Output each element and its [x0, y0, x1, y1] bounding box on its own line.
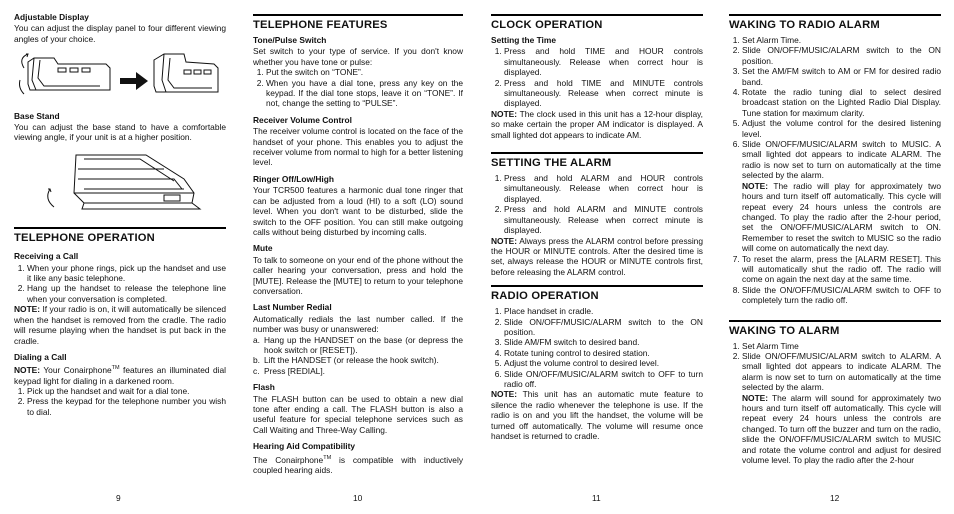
setting-alarm-note: NOTE: Always press the ALARM control before pressing the HOUR or MINUTE controls. After the desired time is set, always release the HOUR or MINUTE controls first, before releasing the ALARM control. [491, 235, 703, 277]
setting-time-heading: Setting the Time [491, 35, 556, 45]
base-stand-illustration [14, 149, 226, 219]
receiver-volume-heading: Receiver Volume Control [253, 114, 352, 125]
base-stand-text: You can adjust the base stand to have a comfortable viewing angle, if your unit is at a higher position. [14, 122, 226, 143]
waking-alarm-title: WAKING TO ALARM [729, 324, 840, 337]
list-item: c. Press [REDIAL]. [253, 365, 325, 376]
list-item: 3. Set the AM/FM switch to AM or FM for desired radio band. [742, 66, 941, 87]
dialing-call-heading: Dialing a Call [14, 351, 67, 362]
tone-pulse-text: Set switch to your type of service. If you don't know whether you have tone or pulse: [253, 46, 463, 67]
list-item: 5. Adjust the volume control to desired level. [504, 358, 703, 368]
list-item: 6. Slide ON/OFF/MUSIC/ALARM switch to OFF to turn radio off. [504, 369, 703, 390]
list-item: 1. Place handset in cradle. [504, 306, 703, 316]
page-number: 11 [592, 493, 601, 503]
dialing-call-steps [14, 386, 226, 417]
tone-pulse-heading: Tone/Pulse Switch [253, 35, 327, 45]
setting-alarm-title: SETTING THE ALARM [491, 157, 612, 170]
radio-operation-title: RADIO OPERATION [491, 290, 599, 303]
list-item: 1. Set Alarm Time. [742, 35, 941, 45]
waking-alarm-steps [729, 341, 941, 466]
waking-alarm-section [729, 320, 941, 338]
waking-radio-title: WAKING TO RADIO ALARM [729, 19, 880, 31]
waking-radio-steps [729, 35, 941, 306]
flash-text: The FLASH button can be used to obtain a new dial tone after ending a call. The FLASH button is also a useful feature for special telephone services such as Call Waiting and Three-Way Calling. [253, 393, 463, 435]
hearing-aid-text: The Conairphone™ is compatible with inductively coupled hearing aids. [253, 454, 464, 475]
list-item: 1. Pick up the handset and wait for a dial tone. [27, 386, 226, 396]
receiving-call-heading: Receiving a Call [14, 251, 79, 262]
list-item: 1. Put the switch on “TONE”. [266, 67, 463, 77]
clock-operation-section [491, 14, 703, 32]
trademark: TM [323, 454, 332, 461]
phone-display-adjust-icon [14, 50, 226, 100]
setting-time-steps [491, 46, 703, 108]
list-item: 1. Press and hold TIME and HOUR controls simultaneously. Release when correct hour is displayed. [504, 46, 703, 77]
page-10-column [253, 10, 463, 475]
list-item: 4. Rotate tuning control to desired station. [504, 348, 703, 358]
dialing-call-note [14, 363, 226, 386]
phone-base-stand-icon [14, 149, 226, 217]
list-item: a. Hang up the HANDSET on the base (or depress the hook switch or [RESET]). [253, 334, 463, 355]
receiving-call-note [14, 304, 226, 346]
redial-steps [253, 335, 463, 377]
list-item: 4. Rotate the radio tuning dial to select desired broadcast station on the Lighted Radio Dial Display. Tune station for maximum clarity. [742, 87, 941, 118]
list-item: 2. When you have a dial tone, press any key on the keypad. If the dial tone stops, leave it on “TONE”. If not, change the setting to “PULSE”. [266, 78, 463, 109]
list-item: 2. Slide ON/OFF/MUSIC/ALARM switch to the ON position. [504, 317, 703, 338]
list-item: 8. Slide the ON/OFF/MUSIC/ALARM switch to OFF to completely turn the radio off. [742, 285, 941, 306]
radio-operation-section [491, 285, 703, 303]
list-item: 2. Press and hold ALARM and MINUTE controls simultaneously. Release when correct minute is displayed. [504, 204, 703, 235]
list-item: 7. To reset the alarm, press the [ALARM RESET]. This will automatically shut the radio off. The radio will come on again the next day at the same time. [742, 254, 941, 285]
trademark: TM [111, 365, 120, 372]
receiving-call-steps [14, 263, 226, 305]
list-item: 2. Press the keypad for the telephone number you wish to dial. [27, 396, 226, 417]
setting-alarm-steps [491, 173, 703, 235]
ringer-heading: Ringer Off/Low/High [253, 173, 334, 184]
note-label: NOTE: [14, 365, 41, 376]
page-11-column [491, 10, 703, 441]
radio-operation-steps [491, 306, 703, 389]
clock-operation-title: CLOCK OPERATION [491, 19, 603, 31]
list-item: 1. When your phone rings, pick up the handset and use it like any basic telephone. [27, 263, 226, 284]
ringer-text: Your TCR500 features a harmonic dual tone ringer that can be adjusted from a loud (HI) to a soft (LO) sound level. When you don't want to be disturbed, slide the switch to the OFF position. You can still make outgoing calls without being disturbed by incoming calls. [253, 185, 463, 237]
list-item: 2. Slide ON/OFF/MUSIC/ALARM switch to the ON position. [742, 45, 941, 66]
list-item: 5. Adjust the volume control for the desired listening level. [742, 118, 941, 139]
mute-heading: Mute [253, 243, 273, 254]
last-number-redial-text: Automatically redials the last number called. If the number was busy or unanswered: [253, 313, 463, 335]
list-item: 3. Slide AM/FM switch to desired band. [504, 337, 703, 347]
note-text: Your Conairphone [43, 365, 112, 376]
list-item: 1. Press and hold ALARM and HOUR controls simultaneously. Release when correct hour is displayed. [504, 173, 703, 204]
telephone-features-section [253, 14, 463, 32]
page-number: 9 [116, 493, 121, 503]
telephone-features-title: TELEPHONE FEATURES [253, 19, 388, 31]
page-number: 10 [353, 493, 363, 503]
telephone-operation-title: TELEPHONE OPERATION [14, 232, 155, 245]
flash-heading: Flash [253, 382, 275, 393]
hearing-aid-heading: Hearing Aid Compatibility [253, 441, 356, 452]
note-text: If your radio is on, it will automatically be silenced when the handset is removed from the cradle. The radio will resume playing when the handset is put back in the cradle. [14, 304, 227, 346]
list-item: 2. Slide ON/OFF/MUSIC/ALARM switch to ALARM. A small lighted dot appears to indicate ALARM. The alarm is now set to turn on automatically at the time selected by the alarm. NOTE: The alarm will sound for approximately two hours and turn itself off automatically. This cycle will repeat every 24 hours unless the controls are changed. To turn off the buzzer and turn on the radio, slide the ON/OFF/MUSIC/ALARM switch to MUSIC and rotate the volume control and adjust for desired volume level. To play the radio after the 2-hour [742, 351, 941, 465]
list-item: 1. Set Alarm Time [742, 341, 941, 351]
adjustable-display-heading: Adjustable Display [14, 12, 89, 22]
tone-pulse-steps [253, 67, 463, 109]
list-item: 6. Slide ON/OFF/MUSIC/ALARM switch to MUSIC. A small lighted dot appears to indicate ALARM. The radio is now set to turn on automatically at the time selected by the alarm. NOTE: The radio will play for approximately two hours and turn itself off automatically. This cycle will repeat every 24 hours unless the controls are changed. To play the radio after the 2-hour period, set the ON/OFF/MUSIC/ALARM switch to ON. Remember to reset the switch to MUSIC so the radio will come on automatically the next day. [742, 139, 941, 253]
note-label: NOTE: [14, 304, 41, 315]
list-item: b. Lift the HANDSET (or release the hook switch). [253, 355, 439, 366]
display-angle-illustration [14, 50, 226, 102]
waking-radio-section [729, 14, 941, 32]
base-stand-heading: Base Stand [14, 110, 60, 121]
page-number: 12 [830, 493, 840, 503]
setting-time-note: NOTE: The clock used in this unit has a 12-hour display, so make certain the proper AM indicator is displayed. A small lighted dot appears to indicate AM. [491, 108, 703, 140]
list-item: 2. Press and hold TIME and MINUTE controls simultaneously. Release when correct minute is displayed. [504, 78, 703, 109]
note-text: features an illuminated dial keypad light for dialing in a darkened room. [14, 365, 226, 386]
list-item: 2. Hang up the handset to release the telephone line when your conversation is completed. [27, 283, 226, 304]
page-9-column [14, 10, 226, 417]
receiver-volume-text: The receiver volume control is located on the face of the handset of your phone. This enables you to adjust the receiver volume from normal to high for a better listening level. [253, 126, 463, 168]
radio-operation-note: NOTE: This unit has an automatic mute feature to silence the radio whenever the telephone is use. If the radio is on and you lift the handset, the volume will be turned off automatically. The volume will resume once handset is returned to cradle. [491, 389, 703, 441]
last-number-redial-heading: Last Number Redial [253, 302, 332, 313]
mute-text: To talk to someone on your end of the phone without the caller hearing your conversation, press and hold the [MUTE]. Release the [MUTE] to return to your telephone conversation. [253, 254, 463, 296]
page-12-column [729, 10, 941, 465]
adjustable-display-text: You can adjust the display panel to four different viewing angles of your choice. [14, 23, 226, 44]
telephone-operation-section [14, 227, 226, 245]
setting-alarm-section [491, 152, 703, 170]
